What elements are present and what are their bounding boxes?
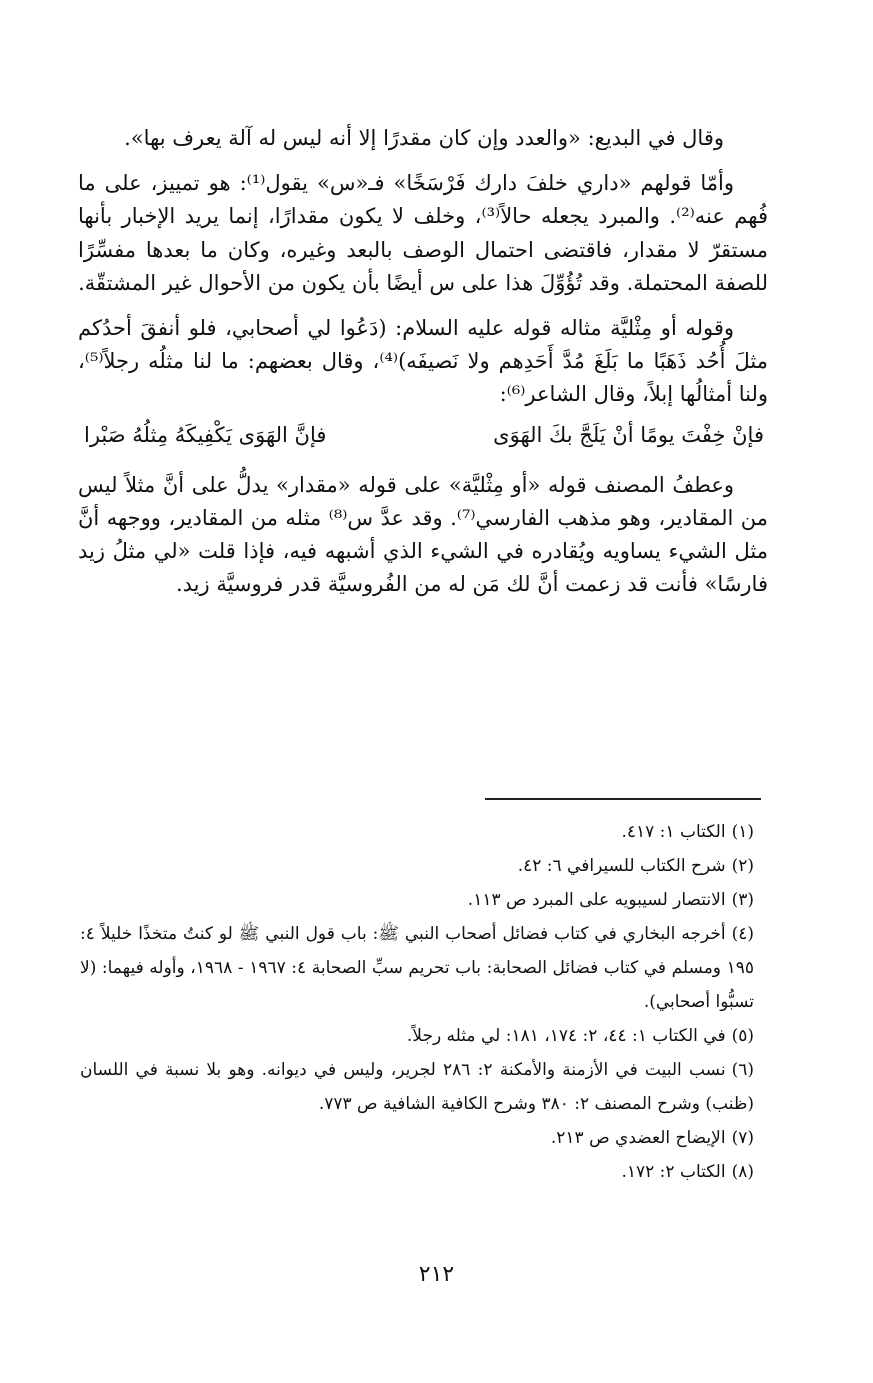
footnote-text: الانتصار لسيبويه على المبرد ص ١١٣.: [467, 890, 726, 910]
page-number: ٢١٢: [418, 1262, 455, 1287]
verse-second-hemistich: فإنَّ الهَوَى يَكْفِيكَهُ مِثلُهُ صَبْرا: [84, 423, 327, 448]
footnote-number: (٣): [731, 890, 754, 910]
footnote-8: [80, 1155, 768, 1189]
footnote-text: في الكتاب ١: ٤٤، ٢: ١٧٤، ١٨١: لي مثله رجلاً.: [406, 1026, 726, 1046]
footnotes: [80, 815, 768, 1189]
footnote-number: (٥): [731, 1026, 754, 1046]
paragraph-1: وقال في البديع: «والعدد وإن كان مقدرًا إلا أنه ليس له آلة يعرف بها».: [124, 126, 724, 150]
footnote-text: شرح الكتاب للسيرافي ٦: ٤٢.: [517, 856, 726, 876]
footnote-text: أخرجه البخاري في كتاب فضائل أصحاب النبي ﷺ: باب قول النبي ﷺ لو كنتُ متخذًا خليلاً ٤: ١٩٥ ومسلم في كتاب فضائل الصحابة: باب تحريم سبِّ الصحابة ٤: ١٩٦٧ - ١٩٦٨، وأوله فيهما: (لا تسبُّوا أصحابي).: [80, 924, 754, 1012]
footnote-number: (٢): [731, 856, 754, 876]
footnote-5: [80, 1019, 768, 1053]
paragraph-2: وأمّا قولهم «داري خلفَ دارك فَرْسَخًا» فـ«س» يقول⁽¹⁾: هو تمييز، على ما فُهم عنه⁽²⁾. والمبرد يجعله حالاً⁽³⁾، وخلف لا يكون مقدارًا، إنما يريد الإخبار بأنها مستقرّ لا مقدار، فاقتضى احتمال الوصف بالبعد وغيره، وكان ما بعدها مفسِّرًا للصفة المحتملة. وقد تُؤُوِّلَ هذا على س أيضًا بأن يكون من الأحوال غير المشتقّة.: [78, 171, 769, 295]
poetry-verse: [78, 419, 768, 452]
footnote-text: الإيضاح العضدي ص ٢١٣.: [550, 1128, 726, 1148]
footnote-text: نسب البيت في الأزمنة والأمكنة ٢: ٢٨٦ لجرير، وليس في ديوانه. وهو بلا نسبة في اللسان (ظنب) وشرح المصنف ٢: ٣٨٠ وشرح الكافية الشافية ص ٧٧٣.: [80, 1060, 754, 1114]
footnote-number: (٨): [731, 1162, 754, 1182]
footnote-6: [80, 1053, 768, 1121]
footnote-1: [80, 815, 768, 849]
footnote-2: [80, 849, 768, 883]
paragraph-3: وقوله أو مِثْليَّة مثاله قوله عليه السلام: (دَعُوا لي أصحابي، فلو أنفقَ أحدُكم مثلَ أُحُد ذَهَبًا ما بَلَغَ مُدَّ أَحَدِهم ولا نَصيفَه)⁽⁴⁾، وقال بعضهم: ما لنا مثلُه رجلاً⁽⁵⁾، ولنا أمثالُها إبلاً، وقال الشاعر⁽⁶⁾:: [78, 315, 768, 407]
footnote-text: الكتاب ٢: ١٧٢.: [621, 1162, 726, 1182]
footnote-divider: [485, 798, 761, 800]
paragraph-4: وعطفُ المصنف قوله «أو مِثْليَّة» على قوله «مقدار» يدلُّ على أنَّ مثلاً ليس من المقادير، وهو مذهب الفارسي⁽⁷⁾. وقد عدَّ س⁽⁸⁾ مثله من المقادير، ووجهه أنَّ مثل الشيء يساويه ويُقادره في الشيء الذي أشبهه فيه، فإذا قلت «لي مثلُ زيد فارسًا» فأنت قد زعمت أنَّ لك مَن له من الفُروسيَّة قدر فروسيَّة زيد.: [78, 472, 768, 597]
footnote-4: [80, 917, 768, 1019]
footnote-number: (١): [731, 822, 754, 842]
footnote-number: (٧): [731, 1128, 754, 1148]
footnote-3: [80, 883, 768, 917]
footnote-number: (٦): [731, 1060, 754, 1080]
verse-first-hemistich: فإنْ خِفْتَ يومًا أنْ يَلَجَّ بكَ الهَوَى: [493, 423, 764, 448]
main-text: [78, 122, 768, 601]
footnote-text: الكتاب ١: ٤١٧.: [621, 822, 726, 842]
footnote-7: [80, 1121, 768, 1155]
footnote-number: (٤): [731, 924, 754, 944]
